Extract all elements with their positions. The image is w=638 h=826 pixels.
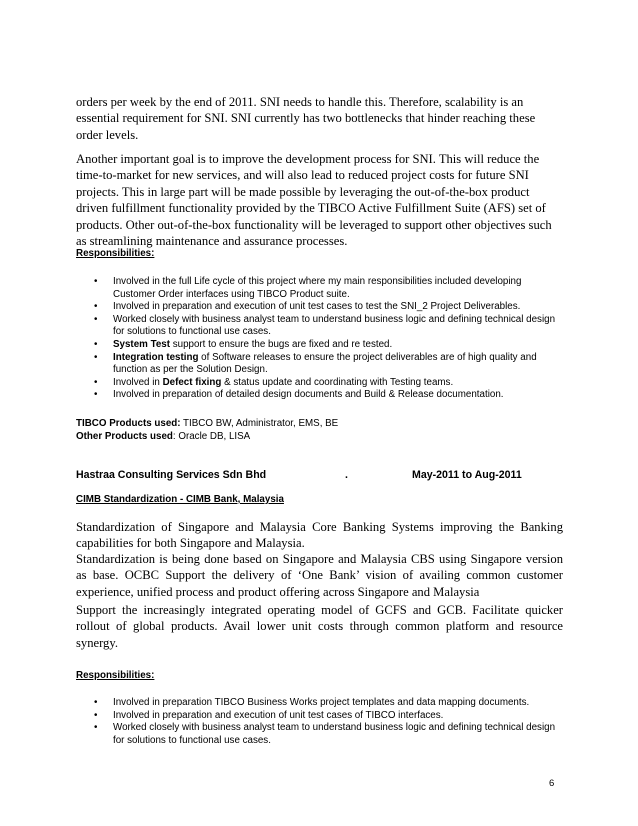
list-item <box>76 314 563 339</box>
item-text-tail: of Software releases to ensure the project deliverables are of high quality and function as per the Solution Design. <box>113 351 537 376</box>
list-item <box>76 276 563 301</box>
list-item <box>76 389 563 402</box>
page-number: 6 <box>549 778 555 789</box>
list-item <box>76 377 563 390</box>
item-text: Involved in <box>113 376 163 388</box>
bullet-icon: • <box>94 722 98 734</box>
item-text: Involved in preparation and execution of unit test cases to test the SNI_2 Project Deliverables. <box>113 301 521 313</box>
company-name: Hastraa Consulting Services Sdn Bhd <box>76 469 267 481</box>
project-text-3: Support the increasingly integrated operating model of GCFS and GCB. Facilitate quicker rollout of global products. Avail lower unit costs through common platform and resource synergy. <box>76 603 563 650</box>
item-bold-text: Integration testing <box>113 351 199 363</box>
bullet-icon: • <box>94 313 98 325</box>
intro-text-2: Another important goal is to improve the development process for SNI. This will reduce the time-to-market for new services, and will also lead to reduced project costs for future SNI projects. This in large part will be made possible by leveraging the out-of-the-box product driven fulfillment functionality provided by the TIBCO Active Fulfillment Suite (AFS) set of products. Other out-of-the-box functionality will be leveraged to support other objectives such as streamlining maintenance and assurance processes. <box>76 152 552 249</box>
company-dot: . <box>345 469 348 481</box>
project-text-1: Standardization of Singapore and Malaysia Core Banking Systems improving the Banking capabilities for both Singapore and Malaysia. <box>76 520 563 551</box>
bullet-icon: • <box>94 697 98 708</box>
tibco-products-line <box>76 418 563 431</box>
item-bold-text: System Test <box>113 338 170 350</box>
item-text-tail: & status update and coordinating with Testing teams. <box>221 376 454 388</box>
employment-dates: May-2011 to Aug-2011 <box>412 469 522 481</box>
bullet-icon: • <box>94 351 98 363</box>
responsibilities-list-1 <box>76 276 563 402</box>
list-item <box>76 710 563 723</box>
intro-paragraph-1 <box>76 94 563 143</box>
bullet-icon: • <box>94 338 98 350</box>
other-products-value: : Oracle DB, LISA <box>172 430 251 442</box>
bullet-icon: • <box>94 389 98 401</box>
project-paragraph-1 <box>76 519 563 552</box>
project-paragraph-3 <box>76 602 563 651</box>
tibco-products-label: TIBCO Products used: <box>76 418 181 429</box>
item-text: Involved in preparation TIBCO Business Works project templates and data mapping documents. <box>113 697 530 708</box>
bullet-icon: • <box>94 301 98 313</box>
list-item <box>76 697 563 710</box>
list-item <box>76 301 563 314</box>
project-title: CIMB Standardization - CIMB Bank, Malaysia <box>76 494 284 505</box>
products-section <box>76 418 563 443</box>
list-item <box>76 352 563 377</box>
list-item <box>76 339 563 352</box>
item-text: Involved in preparation and execution of unit test cases of TIBCO interfaces. <box>113 709 444 721</box>
project-paragraph-2 <box>76 551 563 600</box>
item-text-tail: support to ensure the bugs are fixed and re tested. <box>170 338 393 350</box>
bullet-icon: • <box>94 709 98 721</box>
bullet-icon: • <box>94 276 98 287</box>
tibco-products-value: TIBCO BW, Administrator, EMS, BE <box>180 418 339 429</box>
responsibilities-list-2 <box>76 697 563 747</box>
responsibilities-heading-1: Responsibilities: <box>76 248 155 259</box>
list-item <box>76 722 563 747</box>
item-text: Involved in preparation of detailed design documents and Build & Release documentation. <box>113 389 504 401</box>
project-text-2: Standardization is being done based on Singapore and Malaysia CBS using Singapore version as base. OCBC Support the delivery of ‘One Bank’ vision of availing common customer experience, unified process and product offering across Singapore and Malaysia <box>76 552 563 599</box>
intro-text-1: orders per week by the end of 2011. SNI needs to handle this. Therefore, scalability is an essential requirement for SNI. SNI currently has two bottlenecks that hinder reaching these order levels. <box>76 95 536 142</box>
item-text: Involved in the full Life cycle of this project where my main responsibilities included developing Customer Order interfaces using TIBCO Product suite. <box>113 276 522 300</box>
intro-paragraph-2 <box>76 151 563 249</box>
item-text: Worked closely with business analyst team to understand business logic and defining technical design for solutions to functional use cases. <box>113 722 556 746</box>
other-products-label: Other Products used <box>76 430 173 442</box>
other-products-line <box>76 431 563 444</box>
item-bold-text: Defect fixing <box>162 376 222 388</box>
bullet-icon: • <box>94 376 98 388</box>
item-text: Worked closely with business analyst team to understand business logic and defining technical design for solutions to functional use cases. <box>113 313 556 338</box>
responsibilities-heading-2: Responsibilities: <box>76 670 155 681</box>
